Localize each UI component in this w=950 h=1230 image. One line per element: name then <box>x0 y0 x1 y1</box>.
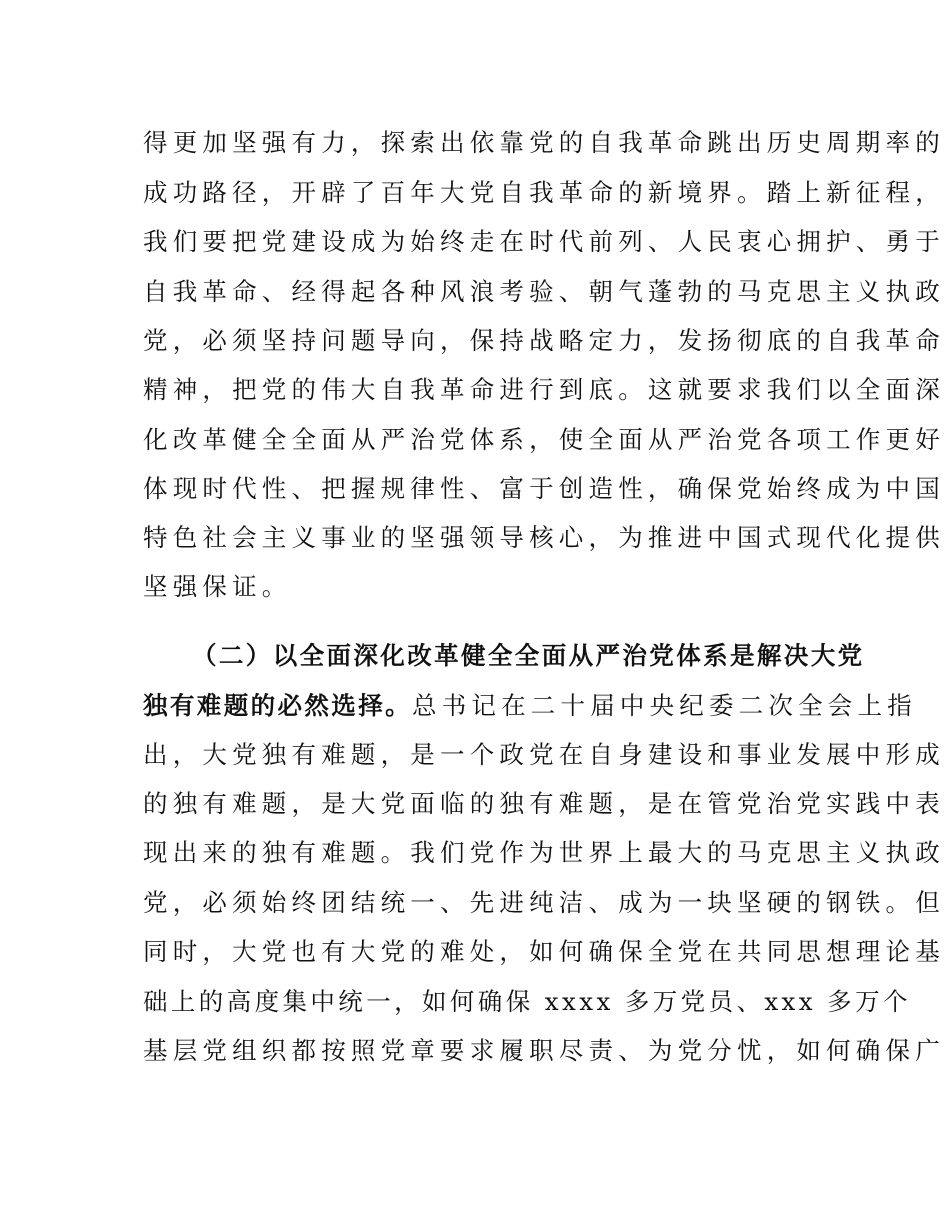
body-text-line: 得更加坚强有力，探索出依靠党的自我革命跳出历史周期率的 <box>143 128 945 157</box>
body-text-line: 坚强保证。 <box>143 572 292 601</box>
body-text-line: 础上的高度集中统一，如何确保 xxxx 多万党员、xxx 多万个 <box>143 987 911 1016</box>
body-text-line: 现出来的独有难题。我们党作为世界上最大的马克思主义执政 <box>143 838 945 867</box>
heading-continuation-line <box>143 686 917 726</box>
body-text-line: 出，大党独有难题，是一个政党在自身建设和事业发展中形成 <box>143 740 945 769</box>
body-text-line: 精神，把党的伟大自我革命进行到底。这就要求我们以全面深 <box>143 375 945 404</box>
body-text-line: 特色社会主义事业的坚强领导核心，为推进中国式现代化提供 <box>143 523 945 552</box>
body-text-line: 体现时代性、把握规律性、富于创造性，确保党始终成为中国 <box>143 474 945 503</box>
section-heading: （二）以全面深化改革健全全面从严治党体系是解决大党 <box>192 641 865 670</box>
body-text-line: 的独有难题，是大党面临的独有难题，是在管党治党实践中表 <box>143 789 945 818</box>
body-text-inline: 总书记在二十届中央纪委二次全会上指 <box>412 691 917 720</box>
body-text-line: 成功路径，开辟了百年大党自我革命的新境界。踏上新征程， <box>143 178 945 207</box>
body-text-line: 化改革健全全面从严治党体系，使全面从严治党各项工作更好 <box>143 425 945 454</box>
body-text-line: 我们要把党建设成为始终走在时代前列、人民衷心拥护、勇于 <box>143 227 945 256</box>
section-heading-tail: 独有难题的必然选择。 <box>143 691 412 720</box>
body-text-line: 自我革命、经得起各种风浪考验、朝气蓬勃的马克思主义执政 <box>143 277 945 306</box>
body-text-line: 党，必须坚持问题导向，保持战略定力，发扬彻底的自我革命 <box>143 326 945 355</box>
body-text-line: 同时，大党也有大党的难处，如何确保全党在共同思想理论基 <box>143 937 945 966</box>
body-text-line: 基层党组织都按照党章要求履职尽责、为党分忧，如何确保广 <box>143 1036 945 1065</box>
body-text-line: 党，必须始终团结统一、先进纯洁、成为一块坚硬的钢铁。但 <box>143 888 945 917</box>
